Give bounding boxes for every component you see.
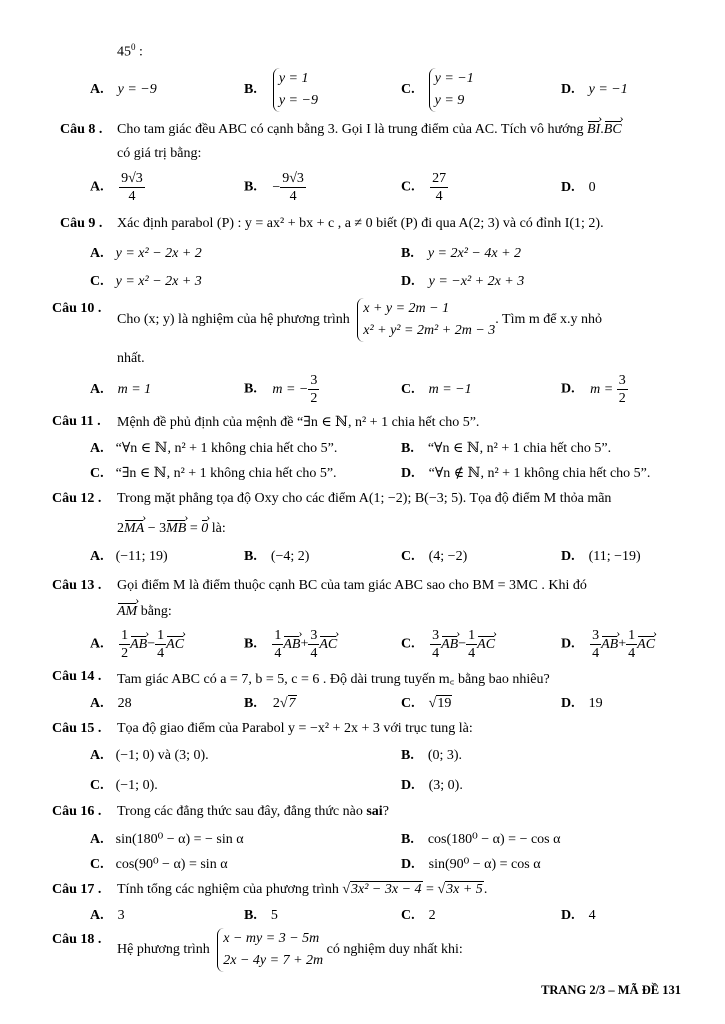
- q7-option-a: A. y = −9: [90, 82, 157, 97]
- q7-option-c: C.y = −1 y = 9: [401, 68, 474, 112]
- q10-option-a: A. m = 1: [90, 382, 152, 397]
- q13-number: Câu 13 .: [52, 578, 102, 593]
- q15-option-b: B. (0; 3).: [401, 748, 463, 763]
- q16-option-c: C. cos(90⁰ − α) = sin α: [90, 857, 228, 872]
- q12-stem: Trong mặt phẳng tọa độ Oxy cho các điểm A(1; −2); B(−3; 5). Tọa độ điểm M thỏa mãn: [117, 491, 612, 506]
- q12-option-b: B. (−4; 2): [244, 549, 310, 564]
- q17-option-a: A. 3: [90, 908, 125, 923]
- q16-option-d: D. sin(90⁰ − α) = cos α: [401, 857, 541, 872]
- q13-option-b: B. $\frac{1}{4}$ AB ›+ $\frac{3}{4}$ AC ›: [244, 627, 337, 662]
- q10-option-d: D. m = $\frac{3}{2}$: [561, 373, 626, 406]
- q16-option-a: A. sin(180⁰ − α) = − sin α: [90, 832, 244, 847]
- q18-number: Câu 18 .: [52, 932, 102, 947]
- q13-option-d: D. $\frac{3}{4}$ AB ›+ $\frac{1}{4}$ AC ›: [561, 627, 655, 662]
- q14-option-c: C. √19: [401, 696, 452, 711]
- q15-number: Câu 15 .: [52, 721, 102, 736]
- q17-option-c: C. 2: [401, 908, 436, 923]
- q9-option-c: C. y = x² − 2x + 3: [90, 274, 202, 289]
- prev-question-fragment: $45^0$ :: [117, 42, 143, 60]
- q11-option-c: C. “∃n ∈ ℕ, n² + 1 không chia hết cho 5”.: [90, 466, 337, 481]
- q8-option-c: C. $\frac{27}{4}$: [401, 171, 447, 204]
- q16-number: Câu 16 .: [52, 804, 102, 819]
- q17-option-b: B. 5: [244, 908, 278, 923]
- q10-stem-cont: nhất.: [117, 351, 145, 366]
- q11-stem: Mệnh đề phủ định của mệnh đề “∃n ∈ ℕ, n² + 1 chia hết cho 5”.: [117, 415, 480, 430]
- q15-option-d: D. (3; 0).: [401, 778, 463, 793]
- q8-number: Câu 8 .: [60, 122, 103, 137]
- q16-option-b: B. cos(180⁰ − α) = − cos α: [401, 832, 561, 847]
- q10-option-b: B. m = − $\frac{3}{2}$: [244, 373, 318, 406]
- q8-stem: Cho tam giác đều ABC có cạnh bằng 3. Gọi I là trung điểm của AC. Tích vô hướng BI ›.BC ›: [117, 122, 622, 138]
- q17-stem: Tính tổng các nghiệm của phương trình √3x² − 3x − 4 = √3x + 5.: [117, 882, 488, 897]
- q8-option-d: D. 0: [561, 180, 596, 195]
- q7-option-d: D. y = −1: [561, 82, 628, 97]
- q17-number: Câu 17 .: [52, 882, 102, 897]
- q12-option-c: C. (4; −2): [401, 549, 468, 564]
- q17-option-d: D. 4: [561, 908, 596, 923]
- q9-number: Câu 9 .: [60, 216, 103, 231]
- q7-option-b: B.y = 1 y = −9: [244, 68, 318, 112]
- q12-option-d: D. (11; −19): [561, 549, 641, 564]
- q15-option-c: C. (−1; 0).: [90, 778, 158, 793]
- q14-option-d: D. 19: [561, 696, 603, 711]
- q10-stem: Cho (x; y) là nghiệm của hệ phương trình x + y = 2m − 1 x² + y² = 2m² + 2m − 3. Tìm m để x.y nhỏ: [117, 298, 602, 342]
- q13-stem: Gọi điểm M là điểm thuộc cạnh BC của tam giác ABC sao cho BM = 3MC . Khi đó: [117, 578, 587, 593]
- q12-number: Câu 12 .: [52, 491, 102, 506]
- q9-stem: Xác định parabol (P) : y = ax² + bx + c , a ≠ 0 biết (P) đi qua A(2; 3) và có đỉnh I(1; 2).: [117, 216, 604, 231]
- q15-stem: Tọa độ giao điểm của Parabol y = −x² + 2x + 3 với trục tung là:: [117, 721, 473, 736]
- q14-option-a: A. 28: [90, 696, 132, 711]
- q12-option-a: A. (−11; 19): [90, 549, 168, 564]
- q18-stem: Hệ phương trình x − my = 3 − 5m 2x − 4y = 7 + 2m có nghiệm duy nhất khi:: [117, 928, 463, 972]
- q14-stem: Tam giác ABC có a = 7, b = 5, c = 6 . Độ dài trung tuyến m꜀ bằng bao nhiêu?: [117, 672, 550, 687]
- q11-option-a: A. “∀n ∈ ℕ, n² + 1 không chia hết cho 5”.: [90, 441, 338, 456]
- q8-option-b: B. − $\frac{9√3}{4}$: [244, 171, 304, 204]
- q14-number: Câu 14 .: [52, 669, 102, 684]
- q16-stem: Trong các đẳng thức sau đây, đẳng thức nào sai?: [117, 804, 389, 819]
- q9-option-d: D. y = −x² + 2x + 3: [401, 274, 525, 289]
- q11-option-b: B. “∀n ∈ ℕ, n² + 1 chia hết cho 5”.: [401, 441, 612, 456]
- q13-option-c: C. $\frac{3}{4}$ AB ›− $\frac{1}{4}$ AC ›: [401, 627, 495, 662]
- q9-option-b: B. y = 2x² − 4x + 2: [401, 246, 522, 261]
- q9-option-a: A. y = x² − 2x + 2: [90, 246, 202, 261]
- q13-option-a: A. $\frac{1}{2}$ AB ›− $\frac{1}{4}$ AC ›: [90, 627, 184, 662]
- q12-stem-cont: 2MA › − 3MB › = 0 › là:: [117, 521, 226, 537]
- q8-stem-cont: có giá trị bằng:: [117, 146, 202, 161]
- q10-option-c: C. m = −1: [401, 382, 472, 397]
- q10-number: Câu 10 .: [52, 301, 102, 316]
- q14-option-b: B. 2√7: [244, 696, 296, 711]
- page-footer: TRANG 2/3 – MÃ ĐỀ 131: [541, 983, 681, 997]
- q11-option-d: D. “∀n ∉ ℕ, n² + 1 không chia hết cho 5”.: [401, 466, 651, 481]
- q11-number: Câu 11 .: [52, 414, 101, 429]
- q13-stem-cont: AM › bằng:: [117, 604, 172, 620]
- q8-option-a: A. $\frac{9√3}{4}$: [90, 171, 143, 204]
- q15-option-a: A. (−1; 0) và (3; 0).: [90, 748, 209, 763]
